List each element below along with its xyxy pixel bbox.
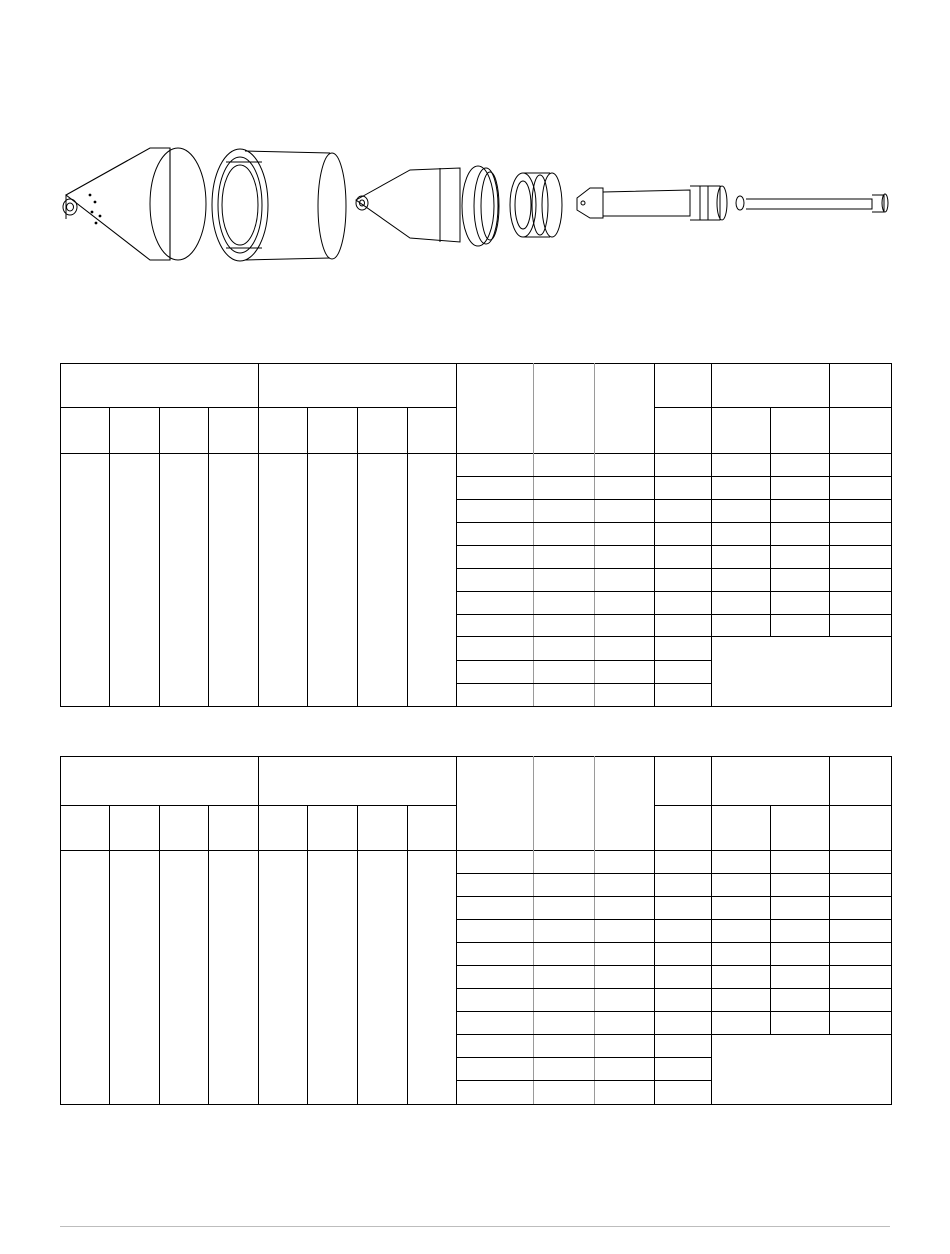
footer-rule [60, 1226, 890, 1227]
parts-table-2 [60, 756, 892, 1105]
parts-table-1 [60, 363, 892, 707]
